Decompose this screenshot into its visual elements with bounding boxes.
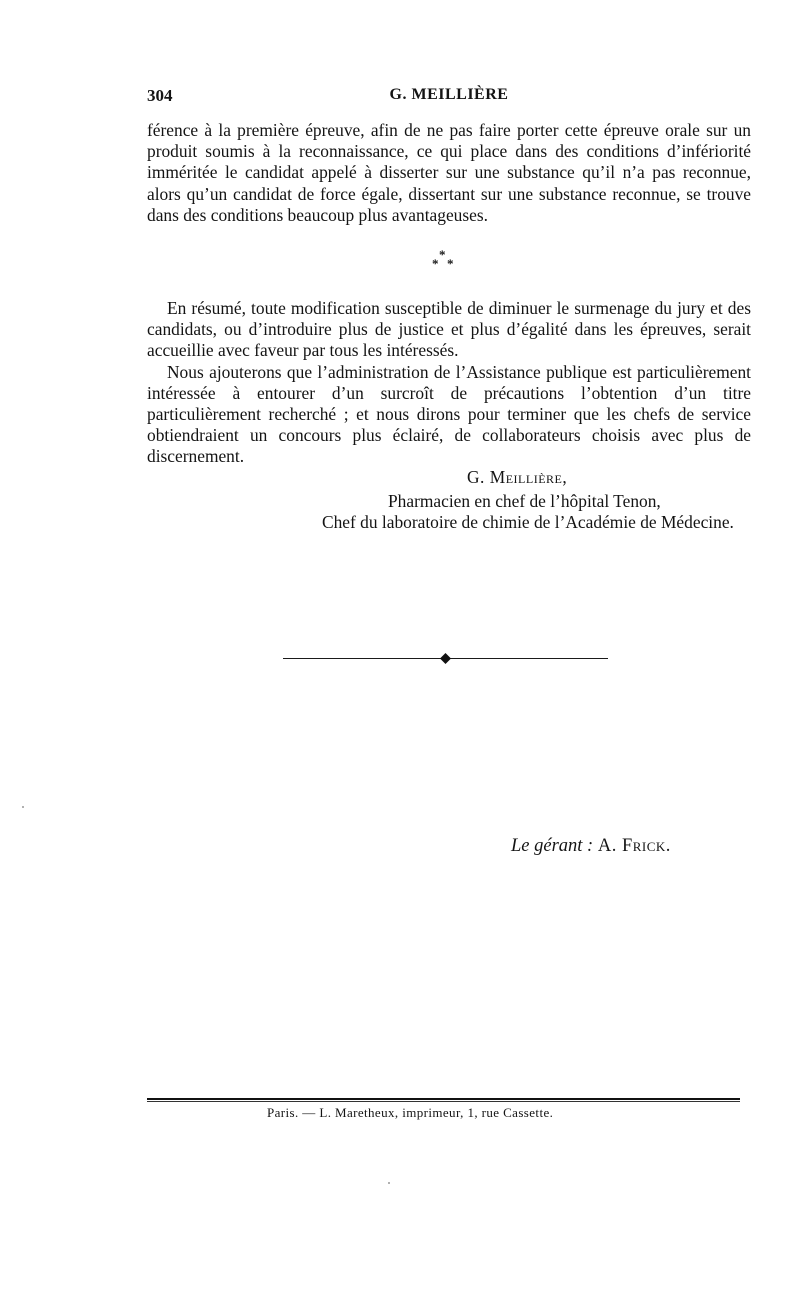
manager-label: Le gérant :	[511, 836, 594, 856]
footer-rule	[147, 1098, 740, 1102]
section-divider	[283, 652, 608, 666]
conclusion-paragraph: Nous ajouterons que l’administration de l’Assistance publique est particulièrement intéressée à entourer d’un surcroît de précautions l’obtention d’un titre particulièrement recherché ; et nous dirons pour terminer que les chefs de service obtiendraient un concours plus éclairé, de collaborateurs choisis avec plus de discernement.	[147, 361, 751, 467]
asterism-ornament: * * *	[432, 247, 454, 271]
signature-title-line2: Chef du laboratoire de chimie de l’Académie de Médecine.	[322, 512, 734, 532]
paper-speck	[22, 806, 24, 808]
main-paragraphs	[147, 298, 751, 468]
signature-name: G. Meillière,	[467, 467, 568, 487]
running-head	[147, 86, 751, 108]
manager-name: A. Frick.	[597, 836, 671, 856]
summary-paragraph: En résumé, toute modification susceptible de diminuer le surmenage du jury et des candidats, ou d’introduire plus de justice et plus d’égalité dans les épreuves, serait accueillie avec faveur par tous les intéressés.	[147, 298, 751, 361]
page-number: 304	[147, 86, 173, 105]
footer-rule-thick	[147, 1098, 740, 1100]
continuation-paragraph: férence à la première épreuve, afin de ne pas faire porter cette épreuve orale sur un produit soumis à la reconnaissance, ce qui place dans des conditions d’infériorité imméritée le candidat appelé à disserter sur une substance qu’il n’a pas reconnue, alors qu’un candidat de force égale, dissertant sur une substance reconnue, se trouve dans des conditions beaucoup plus avantageuses.	[147, 120, 751, 225]
signature-title-line1: Pharmacien en chef de l’hôpital Tenon,	[388, 491, 661, 511]
running-title: G. MEILLIÈRE	[389, 86, 509, 103]
continuation-paragraph-block	[147, 120, 751, 226]
printer-imprint: Paris. — L. Maretheux, imprimeur, 1, rue Cassette.	[267, 1105, 554, 1120]
manager-line	[511, 836, 671, 857]
paper-speck	[388, 1182, 390, 1184]
diamond-icon	[440, 653, 451, 664]
footer-rule-thin	[147, 1101, 740, 1102]
